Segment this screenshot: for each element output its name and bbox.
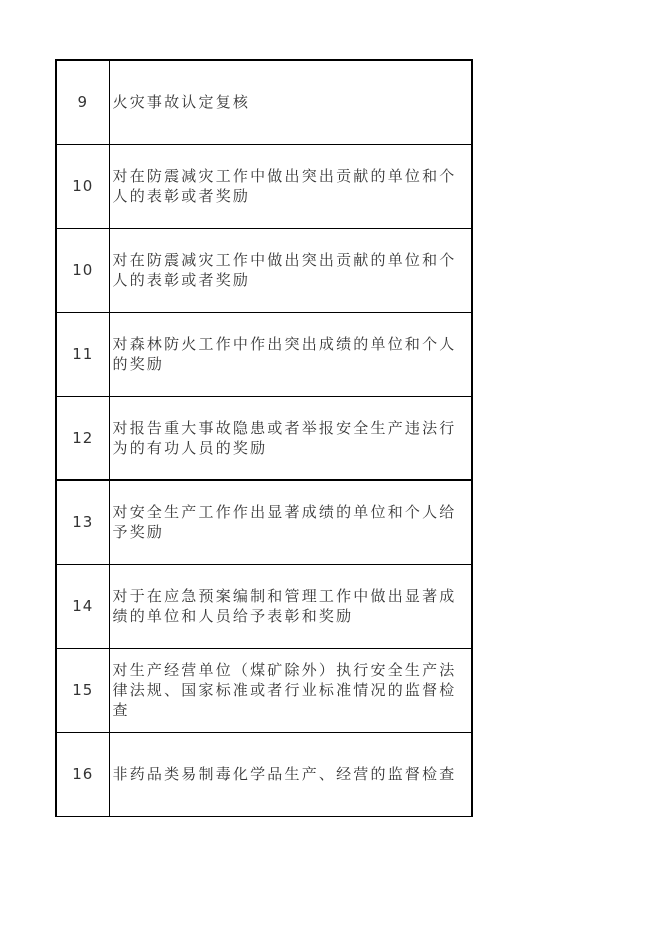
row-item: 非药品类易制毒化学品生产、经营的监督检查 — [109, 732, 472, 816]
row-number: 13 — [56, 480, 109, 564]
row-number: 11 — [56, 312, 109, 396]
row-item: 对于在应急预案编制和管理工作中做出显著成绩的单位和人员给予表彰和奖励 — [109, 564, 472, 648]
row-number: 10 — [56, 228, 109, 312]
table-row — [56, 228, 472, 312]
row-number: 14 — [56, 564, 109, 648]
table-row — [56, 144, 472, 228]
row-item: 对森林防火工作中作出突出成绩的单位和个人的奖励 — [109, 312, 472, 396]
row-number: 16 — [56, 732, 109, 816]
row-item: 对安全生产工作作出显著成绩的单位和个人给予奖励 — [109, 480, 472, 564]
row-number: 12 — [56, 396, 109, 480]
row-item: 对生产经营单位（煤矿除外）执行安全生产法律法规、国家标准或者行业标准情况的监督检查 — [109, 648, 472, 732]
table-row — [56, 564, 472, 648]
row-number: 15 — [56, 648, 109, 732]
table-row — [56, 732, 472, 816]
table-row — [56, 648, 472, 732]
item-table — [55, 59, 473, 817]
table-row — [56, 480, 472, 564]
table-row — [56, 396, 472, 480]
row-item: 对在防震减灾工作中做出突出贡献的单位和个人的表彰或者奖励 — [109, 144, 472, 228]
row-number: 9 — [56, 60, 109, 144]
table-row — [56, 60, 472, 144]
row-item: 火灾事故认定复核 — [109, 60, 472, 144]
row-item: 对在防震减灾工作中做出突出贡献的单位和个人的表彰或者奖励 — [109, 228, 472, 312]
table-row — [56, 312, 472, 396]
row-number: 10 — [56, 144, 109, 228]
row-item: 对报告重大事故隐患或者举报安全生产违法行为的有功人员的奖励 — [109, 396, 472, 480]
